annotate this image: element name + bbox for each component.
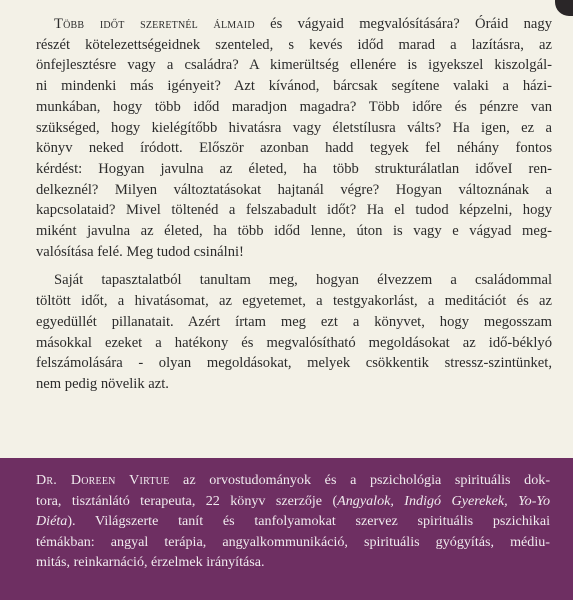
blurb-line: könyv neked íródott. Először azonban hadd tegyek fel néhány fontos — [36, 140, 552, 157]
blurb-line: egyedüllét pillanatait. Azért írtam meg ezt a könyvet, hogy megosszam — [36, 313, 552, 330]
blurb-line: delkeznél? Milyen változtatásokat hajtanál végre? Hogyan változnának a — [36, 181, 552, 198]
book-titles: Angyalok, Indigó Gyerekek, Yo-Yo — [337, 492, 550, 509]
blurb-line: önfejlesztésre vagy a családra? A kimerültség ellenére is igyekszel kiszolgál- — [36, 57, 552, 74]
bio-line: tora, tisztánlátó terapeuta, 22 könyv szerzője (Angyalok, Indigó Gyerekek, Yo-Yo — [36, 492, 550, 509]
blurb-line: részét kötelezettségeidnek szenteled, s kevés időd marad a lazításra, az — [36, 36, 552, 53]
blurb-line: miként javulna az életed, ha több időd lenne, úton is vagy e vágyad meg- — [36, 223, 552, 240]
bio-line: mitás, reinkarnáció, érzelmek irányítása. — [36, 554, 265, 571]
blurb-line: valósítása felé. Meg tudod csinálni! — [36, 243, 244, 260]
book-title: Diéta — [36, 513, 68, 530]
blurb-line: ni mindenki más igényeit? Azt kívánod, bárcsak segítene valaki a házi- — [36, 78, 552, 95]
bio-line: Dr. Doreen Virtue az orvostudományok és a pszichológia spirituális dok- — [36, 472, 551, 488]
blurb-line: Saját tapasztalatból tanultam meg, hogyan élvezzem a családommal — [54, 272, 552, 289]
paragraph-gap — [36, 262, 552, 270]
bio-line: Diéta). Világszerte tanít és tanfolyamokat szervez spirituális pszichikai — [36, 513, 550, 530]
blurb-line: másokkal ezeket a hatékony és megvalósítható megoldásokat az idő-béklyó — [36, 334, 552, 351]
bio-line: témákban: angyal terápia, angyalkommunikáció, spirituális gyógyítás, médiu- — [36, 533, 550, 550]
blurb-line: kérdést: Hogyan javulna az életed, ha több strukturálatlan időveI ren- — [36, 160, 552, 177]
lead-in-small-caps: Több időt szeretnél álmaid — [54, 16, 255, 32]
blurb-line: felszámolására - olyan megoldásokat, melyek csökkentik stressz-szintünket, — [36, 355, 552, 372]
blurb-text — [36, 14, 552, 395]
cover-corner-mark — [555, 0, 573, 16]
blurb-line: szükséged, hogy kielégítőbb hivatásra vagy életstílusra válts? Ha igen, ez a — [36, 119, 552, 136]
blurb-line: nem pedig növelik azt. — [36, 375, 169, 392]
blurb-line: munkában, hogy több időd maradjon magadra? Több időre és pénzre van — [36, 98, 552, 115]
blurb-line: kapcsolataid? Mivel töltenéd a felszabadult időt? Ha el tudod képzelni, hogy — [36, 202, 552, 219]
blurb-line: Több időt szeretnél álmaid és vágyaid megvalósítására? Óráid nagy — [54, 16, 552, 32]
blurb-line: töltött időt, a hivatásomat, az egyetemet, a testgyakorlást, a meditációt és az — [36, 293, 552, 310]
author-name: Dr. Doreen Virtue — [36, 472, 170, 488]
author-bio-text — [36, 470, 550, 573]
